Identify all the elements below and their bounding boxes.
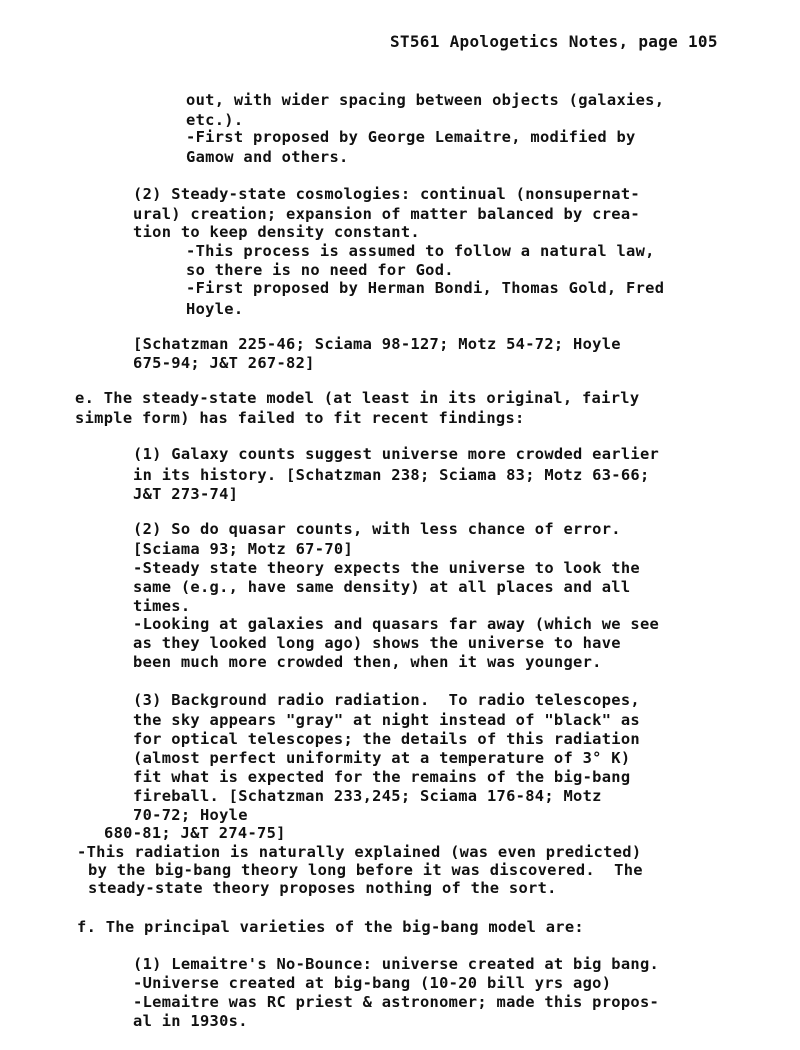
text-line: fireball. [Schatzman 233,245; Sciama 176-84; Motz <box>133 787 602 805</box>
text-line: -Universe created at big-bang (10-20 bill yrs ago) <box>133 974 612 992</box>
text-line: by the big-bang theory long before it was discovered. The <box>88 861 643 879</box>
text-line: the sky appears "gray" at night instead of "black" as <box>133 711 640 729</box>
section-heading-e: e. The steady-state model (at least in its original, fairly <box>75 389 640 407</box>
text-line: Gamow and others. <box>186 148 349 166</box>
text-line: -This radiation is naturally explained (was even predicted) <box>77 843 642 861</box>
text-line: as they looked long ago) shows the universe to have <box>133 634 621 652</box>
citation-line: 680-81; J&T 274-75] <box>104 824 286 842</box>
text-line: -Lemaitre was RC priest & astronomer; made this propos- <box>133 993 660 1011</box>
text-line: been much more crowded then, when it was younger. <box>133 653 602 671</box>
section-heading-e: simple form) has failed to fit recent findings: <box>75 409 525 427</box>
citation-line: [Schatzman 225-46; Sciama 98-127; Motz 54-72; Hoyle <box>133 335 621 353</box>
text-line: so there is no need for God. <box>186 261 454 279</box>
page-header: ST561 Apologetics Notes, page 105 <box>390 32 718 51</box>
text-line: -Steady state theory expects the universe to look the <box>133 559 640 577</box>
text-line: fit what is expected for the remains of the big-bang <box>133 768 631 786</box>
text-line: for optical telescopes; the details of this radiation <box>133 730 640 748</box>
text-line: (3) Background radio radiation. To radio telescopes, <box>133 691 640 709</box>
text-line: -First proposed by George Lemaitre, modified by <box>186 128 636 146</box>
text-line: -This process is assumed to follow a natural law, <box>186 242 655 260</box>
text-line: al in 1930s. <box>133 1012 248 1030</box>
text-line: (2) So do quasar counts, with less chance of error. <box>133 520 621 538</box>
text-line: steady-state theory proposes nothing of the sort. <box>88 879 557 897</box>
text-line: times. <box>133 597 191 615</box>
text-line: (1) Lemaitre's No-Bounce: universe created at big bang. <box>133 955 660 973</box>
text-line: (almost perfect uniformity at a temperature of 3° K) <box>133 749 631 767</box>
text-line: ural) creation; expansion of matter balanced by crea- <box>133 205 640 223</box>
text-line: J&T 273-74] <box>133 485 239 503</box>
text-line: -Looking at galaxies and quasars far away (which we see <box>133 615 660 633</box>
citation-line: 675-94; J&T 267-82] <box>133 354 315 372</box>
text-line: (1) Galaxy counts suggest universe more crowded earlier <box>133 445 660 463</box>
section-heading-f: f. The principal varieties of the big-bang model are: <box>77 918 584 936</box>
text-line: same (e.g., have same density) at all places and all <box>133 578 631 596</box>
text-line: tion to keep density constant. <box>133 223 420 241</box>
text-line: -First proposed by Herman Bondi, Thomas Gold, Fred <box>186 279 665 297</box>
text-line: (2) Steady-state cosmologies: continual (nonsupernat- <box>133 185 640 203</box>
text-line: out, with wider spacing between objects (galaxies, <box>186 91 665 109</box>
text-line: 70-72; Hoyle <box>133 806 248 824</box>
text-line: in its history. [Schatzman 238; Sciama 83; Motz 63-66; <box>133 466 650 484</box>
text-line: Hoyle. <box>186 300 244 318</box>
text-line: [Sciama 93; Motz 67-70] <box>133 540 354 558</box>
text-line: etc.). <box>186 111 244 129</box>
